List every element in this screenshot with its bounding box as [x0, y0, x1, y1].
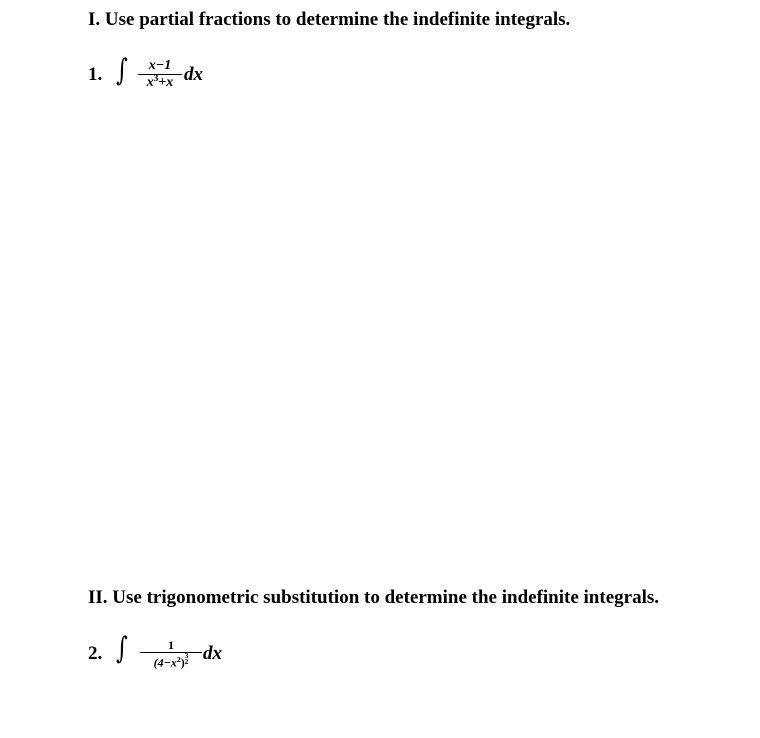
problem-1-differential: dx [184, 64, 203, 85]
integral-sign: ∫ [115, 53, 128, 88]
problem-1-denominator: $x^3+x$ [146, 73, 174, 90]
problem-2-denominator: $(4-x^2)$ 3 2 [153, 652, 189, 670]
problem-2-numerator: 1 [168, 638, 174, 652]
problem-1-fraction [138, 59, 182, 90]
problem-2-fraction [140, 639, 202, 668]
problem-1-numerator: x−1 [148, 58, 172, 73]
fraction-bar [140, 652, 202, 653]
integral-sign: ∫ [115, 631, 128, 666]
section-2-heading: II. Use trigonometric substitution to determine the indefinite integrals. [88, 587, 659, 608]
section-1-heading: I. Use partial fractions to determine the indefinite integrals. [88, 9, 571, 30]
problem-2-number: 2. [88, 643, 103, 664]
problem-1-number: 1. [88, 64, 103, 85]
problem-2-differential: dx [203, 643, 222, 664]
